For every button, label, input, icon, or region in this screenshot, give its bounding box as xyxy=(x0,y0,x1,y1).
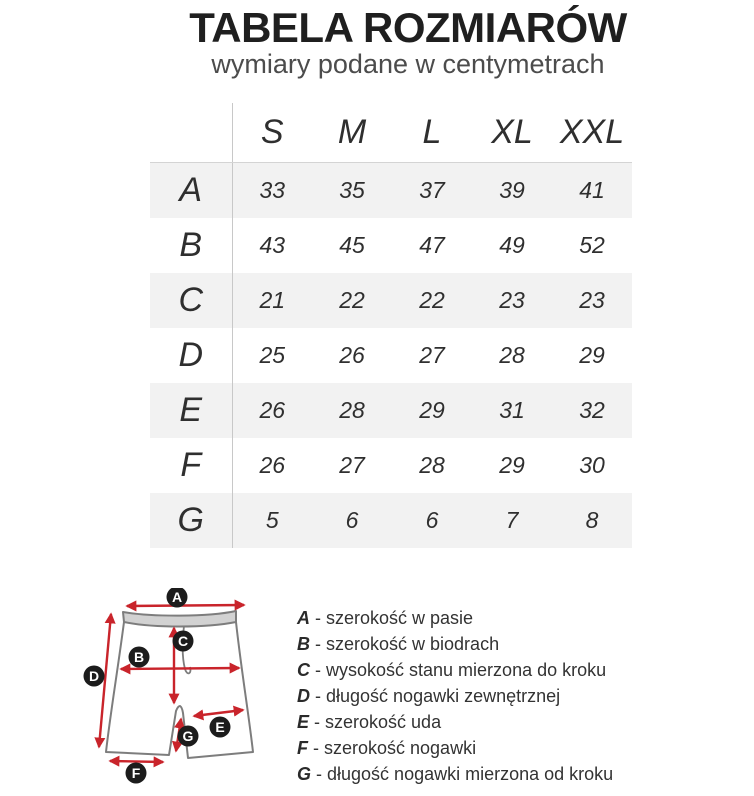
table-cell: 22 xyxy=(339,287,365,313)
table-row-g xyxy=(150,493,632,548)
legend-item-e xyxy=(297,709,613,735)
svg-text:G: G xyxy=(182,728,194,745)
table-cell: 26 xyxy=(259,452,286,478)
table-cell: 32 xyxy=(579,397,605,423)
svg-text:A: A xyxy=(171,589,183,606)
table-cell: 23 xyxy=(499,287,525,313)
table-cell: 25 xyxy=(259,342,286,368)
legend-dash: - xyxy=(316,764,323,784)
table-cell: 31 xyxy=(499,397,525,423)
arrow-a xyxy=(127,605,244,606)
table-cell: 26 xyxy=(339,342,365,368)
legend-text: długość nogawki zewnętrznej xyxy=(326,686,561,706)
table-row-c xyxy=(150,273,632,328)
size-table-header-row xyxy=(150,103,632,163)
legend-text: długość nogawki mierzona od kroku xyxy=(327,764,614,784)
table-cell: 28 xyxy=(499,342,525,368)
measurement-legend xyxy=(297,605,613,787)
row-label-g: G xyxy=(150,493,232,548)
svg-text:D: D xyxy=(88,668,100,685)
svg-text:E: E xyxy=(215,719,225,736)
legend-letter: E xyxy=(297,712,310,732)
table-cell: 6 xyxy=(345,507,359,533)
table-corner-cell xyxy=(150,103,232,163)
arrow-f xyxy=(110,761,163,762)
table-cell: 6 xyxy=(425,507,439,533)
legend-item-g xyxy=(297,761,613,787)
table-cell: 23 xyxy=(579,287,605,313)
label-badge-e xyxy=(210,717,231,738)
table-cell: 29 xyxy=(419,397,445,423)
legend-dash: - xyxy=(315,686,321,706)
legend-text: szerokość uda xyxy=(325,712,442,732)
table-cell: 35 xyxy=(339,177,365,203)
page-header xyxy=(62,6,754,79)
table-cell: 27 xyxy=(339,452,365,478)
legend-dash: - xyxy=(315,660,321,680)
legend-item-d xyxy=(297,683,613,709)
legend-dash: - xyxy=(314,712,321,732)
legend-letter: D xyxy=(297,686,310,706)
table-cell: 28 xyxy=(339,397,365,423)
svg-text:C: C xyxy=(177,633,189,650)
legend-letter: A xyxy=(297,608,310,628)
table-cell: 28 xyxy=(419,452,445,478)
column-header-xxl: XXL xyxy=(552,103,632,163)
label-badge-f xyxy=(126,763,147,784)
label-badge-g xyxy=(178,726,199,747)
table-cell: 5 xyxy=(265,507,279,533)
legend-text: szerokość nogawki xyxy=(324,738,477,758)
label-badge-c xyxy=(173,631,194,652)
legend-letter: F xyxy=(297,738,308,758)
legend-letter: C xyxy=(297,660,310,680)
table-row-f xyxy=(150,438,632,493)
row-label-c: C xyxy=(150,273,232,328)
table-cell: 37 xyxy=(419,177,445,203)
table-cell: 41 xyxy=(579,177,605,203)
svg-text:F: F xyxy=(131,765,141,782)
legend-text: wysokość stanu mierzona do kroku xyxy=(326,660,607,680)
page-title: TABELA ROZMIARÓW xyxy=(189,4,627,51)
column-header-m: M xyxy=(312,103,392,163)
table-row-a xyxy=(150,163,632,219)
table-cell: 21 xyxy=(259,287,286,313)
table-row-e xyxy=(150,383,632,438)
table-cell: 45 xyxy=(339,232,365,258)
svg-text:B: B xyxy=(133,649,145,666)
table-cell: 8 xyxy=(585,507,599,533)
row-label-f: F xyxy=(150,438,232,493)
row-label-a: A xyxy=(150,163,232,219)
column-header-s: S xyxy=(232,103,312,163)
table-cell: 22 xyxy=(419,287,445,313)
table-cell: 52 xyxy=(579,232,605,258)
row-label-b: B xyxy=(150,218,232,273)
table-row-b xyxy=(150,218,632,273)
legend-letter: B xyxy=(297,634,310,654)
table-cell: 29 xyxy=(499,452,525,478)
legend-item-b xyxy=(297,631,613,657)
column-header-l: L xyxy=(392,103,472,163)
table-cell: 27 xyxy=(419,342,445,368)
legend-dash: - xyxy=(315,634,321,654)
table-row-d xyxy=(150,328,632,383)
legend-item-c xyxy=(297,657,613,683)
legend-item-a xyxy=(297,605,613,631)
table-cell: 33 xyxy=(259,177,286,203)
legend-text: szerokość w pasie xyxy=(326,608,474,628)
row-label-e: E xyxy=(150,383,232,438)
label-badge-b xyxy=(129,647,150,668)
arrow-e xyxy=(194,710,243,716)
shorts-measurement-diagram xyxy=(75,588,280,796)
legend-item-f xyxy=(297,735,613,761)
row-label-d: D xyxy=(150,328,232,383)
page-subtitle: wymiary podane w centymetrach xyxy=(211,49,605,79)
table-cell: 47 xyxy=(419,232,445,258)
table-cell: 29 xyxy=(579,342,605,368)
table-cell: 39 xyxy=(499,177,525,203)
legend-dash: - xyxy=(313,738,319,758)
column-header-xl: XL xyxy=(472,103,552,163)
table-cell: 49 xyxy=(499,232,525,258)
label-badge-d xyxy=(84,666,105,687)
legend-text: szerokość w biodrach xyxy=(326,634,500,654)
arrow-b xyxy=(121,668,239,669)
table-cell: 30 xyxy=(579,452,605,478)
table-cell: 43 xyxy=(259,232,286,258)
legend-dash: - xyxy=(315,608,321,628)
shorts-waistband xyxy=(123,611,236,627)
size-table xyxy=(150,103,632,548)
legend-letter: G xyxy=(297,764,312,784)
table-cell: 26 xyxy=(259,397,286,423)
table-cell: 7 xyxy=(505,507,519,533)
